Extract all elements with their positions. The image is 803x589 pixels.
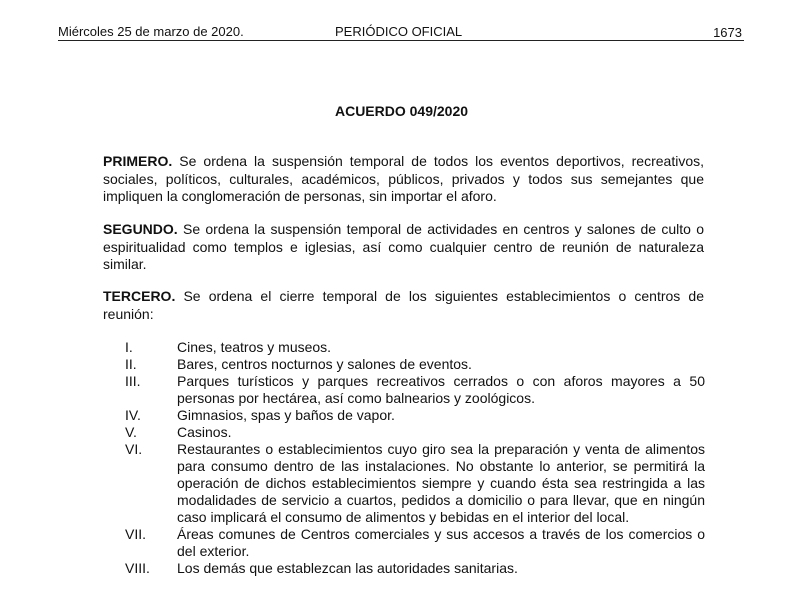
header-newspaper: PERIÓDICO OFICIAL [335, 24, 463, 39]
page-header [58, 24, 744, 41]
list-text: Los demás que establezcan las autoridades sanitarias. [177, 560, 518, 576]
list-numeral: VI. [125, 441, 143, 457]
list-text: Restaurantes o establecimientos cuyo giro sea la preparación y venta de alimentos para consumo dentro de las instalaciones. No obstante lo anterior, se permitirá la operación de dichos establecimientos siempre y cuando ésta sea restringida a las modalidades de servicio a cuartos, pedidos a domicilio o para llevar, que en ningún caso implicará el consumo de alimentos y bebidas en el interior del local. [177, 441, 705, 525]
list-numeral: VII. [125, 526, 147, 542]
paragraph-tercero [103, 288, 704, 323]
list-item [125, 424, 705, 441]
establishment-list [125, 339, 705, 577]
list-text: Bares, centros nocturnos y salones de eventos. [177, 356, 472, 372]
paragraph-heading: PRIMERO. [103, 153, 173, 169]
list-item [125, 356, 705, 373]
list-text: Áreas comunes de Centros comerciales y sus accesos a través de los comercios o del exterior. [177, 526, 705, 559]
paragraph-heading: SEGUNDO. [103, 221, 178, 237]
list-item [125, 441, 705, 526]
list-item [125, 526, 705, 560]
document-title: ACUERDO 049/2020 [334, 103, 469, 119]
list-text: Parques turísticos y parques recreativos cerrados o con aforos mayores a 50 personas por hectárea, así como balnearios y zoológicos. [177, 373, 705, 406]
header-date: Miércoles 25 de marzo de 2020. [58, 24, 244, 39]
paragraph-primero [103, 153, 704, 206]
list-item [125, 339, 705, 356]
list-text: Gimnasios, spas y baños de vapor. [177, 407, 395, 423]
paragraph-segundo [103, 221, 704, 274]
list-item [125, 373, 705, 407]
paragraph-heading: TERCERO. [103, 288, 176, 304]
list-numeral: V. [125, 424, 137, 440]
list-numeral: III. [125, 373, 141, 389]
paragraph-text: Se ordena la suspensión temporal de todos los eventos deportivos, recreativos, sociales, políticos, culturales, académicos, públicos, privados y todos sus semejantes que impliquen la conglomeración de personas, sin importar el aforo. [103, 153, 704, 204]
list-numeral: VIII. [125, 560, 150, 576]
paragraph-text: Se ordena el cierre temporal de los siguientes establecimientos o centros de reunión: [103, 288, 704, 322]
list-text: Cines, teatros y museos. [177, 339, 332, 355]
list-text: Casinos. [177, 424, 232, 440]
paragraph-text: Se ordena la suspensión temporal de actividades en centros y salones de culto o espiritualidad como templos e iglesias, así como cualquier centro de reunión de naturaleza similar. [103, 221, 704, 272]
list-numeral: II. [125, 356, 137, 372]
header-page-number: 1673 [713, 25, 742, 40]
list-item [125, 560, 705, 577]
list-numeral: IV. [125, 407, 141, 423]
list-numeral: I. [125, 339, 133, 355]
list-item [125, 407, 705, 424]
